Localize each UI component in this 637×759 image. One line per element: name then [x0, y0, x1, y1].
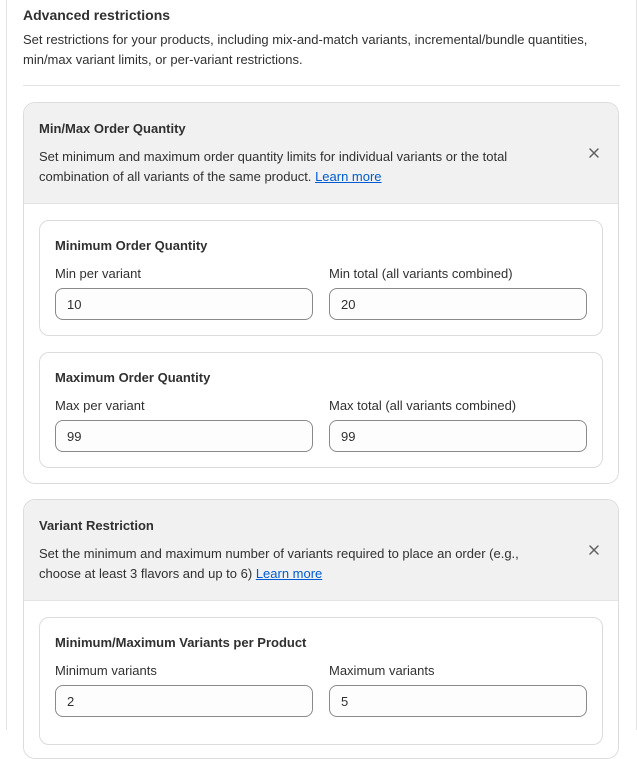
inner-title: Maximum Order Quantity: [55, 370, 211, 385]
card-description: [39, 147, 539, 187]
card-description: [39, 544, 539, 584]
max-total-input[interactable]: [329, 420, 587, 452]
max-per-variant-input[interactable]: [55, 420, 313, 452]
variants-per-product-box: [39, 617, 603, 745]
learn-more-link[interactable]: Learn more: [255, 566, 323, 581]
max-total-label: Max total (all variants combined): [329, 398, 517, 413]
minimum-variants-input[interactable]: [55, 685, 313, 717]
card-description-text: Set minimum and maximum order quantity limits for individual variants or the total combination of all variants of the same product.: [39, 149, 508, 184]
maximum-order-quantity-box: [39, 352, 603, 468]
min-total-label: Min total (all variants combined): [329, 266, 513, 281]
section-title: Advanced restrictions: [23, 7, 171, 23]
min-total-input[interactable]: [329, 288, 587, 320]
minimum-variants-label: Minimum variants: [55, 663, 157, 678]
inner-title: Minimum/Maximum Variants per Product: [55, 635, 307, 650]
max-per-variant-label: Max per variant: [55, 398, 145, 413]
card-title: Min/Max Order Quantity: [39, 121, 186, 136]
card-description-text: Set the minimum and maximum number of variants required to place an order (e.g., choose at least 3 flavors and up to 6): [39, 546, 519, 581]
card-body: [24, 204, 618, 484]
maximum-variants-label: Maximum variants: [329, 663, 435, 678]
variant-restriction-card: [23, 499, 619, 759]
card-header: [24, 500, 618, 601]
close-icon[interactable]: [586, 542, 602, 558]
card-body: [24, 601, 618, 759]
minmax-order-quantity-card: [23, 102, 619, 484]
inner-title: Minimum Order Quantity: [55, 238, 208, 253]
minimum-order-quantity-box: [39, 220, 603, 336]
card-header: [24, 103, 618, 204]
section-divider: [23, 85, 620, 86]
min-per-variant-label: Min per variant: [55, 266, 141, 281]
maximum-variants-input[interactable]: [329, 685, 587, 717]
close-icon[interactable]: [586, 145, 602, 161]
learn-more-link[interactable]: Learn more: [315, 169, 382, 184]
min-per-variant-input[interactable]: [55, 288, 313, 320]
card-title: Variant Restriction: [39, 518, 154, 533]
section-description: Set restrictions for your products, including mix-and-match variants, incremental/bundle quantities, min/max variant limits, or per-variant restrictions.: [23, 32, 588, 67]
